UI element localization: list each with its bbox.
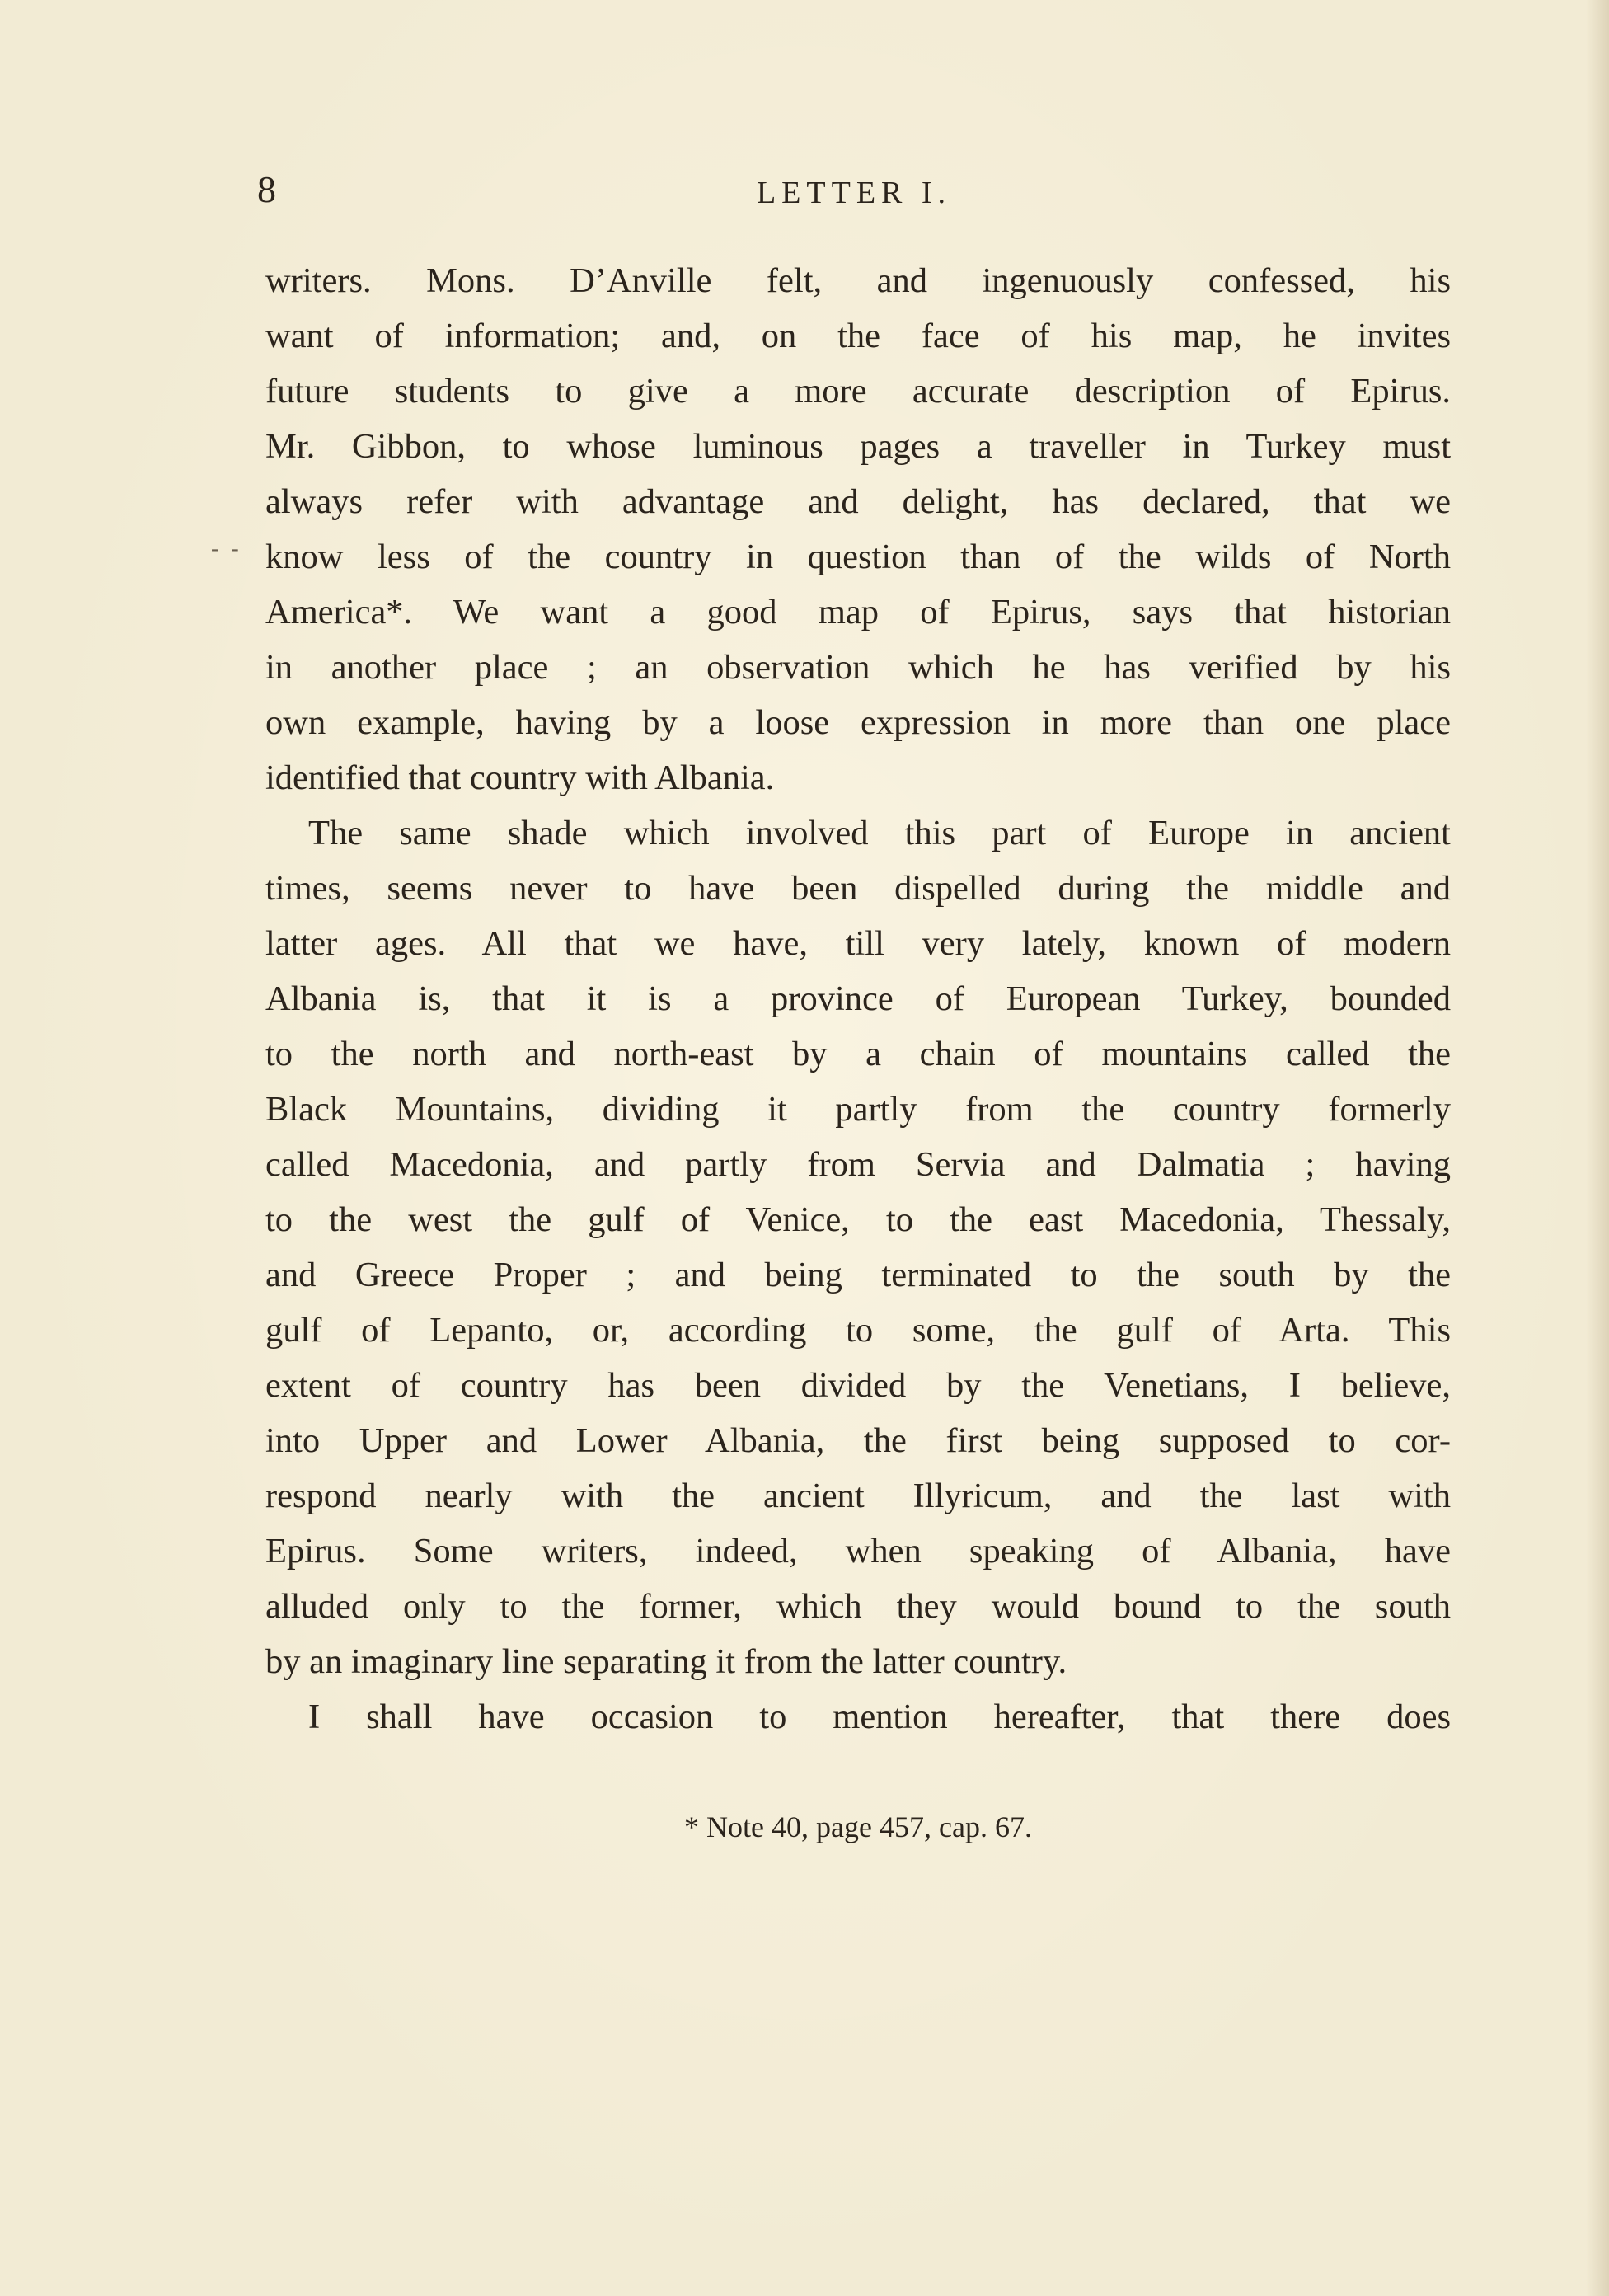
text-line: identified that country with Albania. <box>265 758 775 797</box>
text-line: latter ages. All that we have, till very lately, known of modern <box>265 924 1451 963</box>
text-line: always refer with advantage and delight, has declared, that we <box>265 482 1451 521</box>
footnote: * Note 40, page 457, cap. 67. <box>684 1810 1032 1843</box>
text-line: want of information; and, on the face of his map, he invites <box>265 317 1451 355</box>
page-number: 8 <box>257 168 276 210</box>
text-line: own example, having by a loose expression in more than one place <box>265 703 1451 742</box>
text-line: gulf of Lepanto, or, according to some, the gulf of Arta. This <box>265 1311 1451 1350</box>
text-line: alluded only to the former, which they would bound to the south <box>265 1587 1451 1626</box>
text-line: Epirus. Some writers, indeed, when speaking of Albania, have <box>265 1532 1451 1571</box>
text-line: Mr. Gibbon, to whose luminous pages a traveller in Turkey must <box>265 427 1451 466</box>
text-line: in another place ; an observation which he has verified by his <box>265 648 1451 687</box>
text-line: writers. Mons. D’Anville felt, and ingenuously confessed, his <box>265 261 1451 300</box>
text-line: extent of country has been divided by the Venetians, I believe, <box>265 1366 1451 1405</box>
text-line: called Macedonia, and partly from Servia and Dalmatia ; having <box>265 1145 1451 1184</box>
text-line: know less of the country in question than of the wilds of North <box>265 538 1451 576</box>
margin-mark: - - <box>211 536 242 561</box>
text-line: and Greece Proper ; and being terminated to the south by the <box>265 1256 1451 1294</box>
text-line: The same shade which involved this part of Europe in ancient <box>308 814 1451 852</box>
running-head <box>257 165 1451 223</box>
text-line: Albania is, that it is a province of European Turkey, bounded <box>265 979 1451 1018</box>
page-edge-shadow <box>1586 0 1609 2296</box>
text-line: Black Mountains, dividing it partly from the country formerly <box>265 1090 1451 1129</box>
text-line: by an imaginary line separating it from the latter country. <box>265 1642 1067 1681</box>
text-line: times, seems never to have been dispelled during the middle and <box>265 869 1451 908</box>
text-line: respond nearly with the ancient Illyricum, and the last with <box>265 1477 1451 1515</box>
body-text <box>265 253 1451 1744</box>
text-line: future students to give a more accurate description of Epirus. <box>265 372 1451 411</box>
text-line: into Upper and Lower Albania, the first being supposed to cor- <box>265 1421 1451 1460</box>
running-title: LETTER I. <box>756 176 952 210</box>
text-line: to the north and north-east by a chain of mountains called the <box>265 1035 1451 1073</box>
text-line: America*. We want a good map of Epirus, says that historian <box>265 593 1451 632</box>
text-line: I shall have occasion to mention hereafter, that there does <box>308 1697 1451 1736</box>
text-line: to the west the gulf of Venice, to the east Macedonia, Thessaly, <box>265 1200 1451 1239</box>
